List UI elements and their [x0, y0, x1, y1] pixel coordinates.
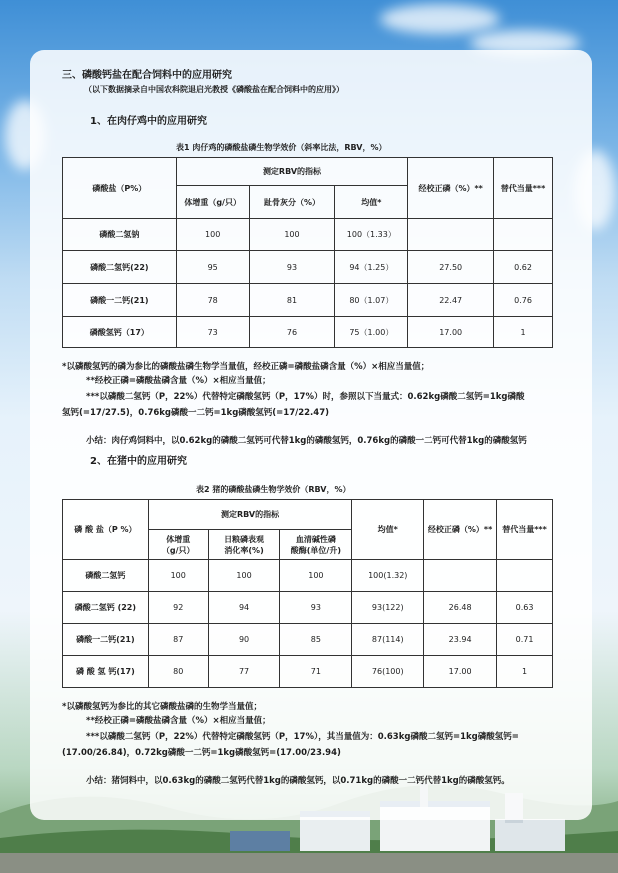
- cell-ash: 93: [249, 251, 335, 284]
- table1-caption: 表1 肉仔鸡的磷酸盐磷生物学效价（斜率比法，RBV，%）: [176, 143, 387, 152]
- cell-name: 磷酸一二钙(21): [63, 284, 177, 317]
- cell-digest: 77: [208, 656, 280, 688]
- cell-serum: 93: [280, 592, 352, 624]
- table-row: [63, 251, 553, 284]
- header-digest-line1: 日粮磷表观: [224, 534, 265, 544]
- table-row: [63, 592, 553, 624]
- pig-heading: 2、在猪中的应用研究: [90, 456, 187, 467]
- header-replacement: 替代当量***: [494, 158, 553, 219]
- header-digest-line2: 消化率(%): [224, 545, 264, 555]
- cell-name: 磷酸一二钙(21): [63, 624, 149, 656]
- header-rbv-group: 测定RBV的指标: [176, 158, 408, 186]
- cell-mean: 94（1.25）: [335, 251, 408, 284]
- cell-corrected: 26.48: [424, 592, 497, 624]
- header-serum: [280, 530, 352, 560]
- header-gain-line1: 体增重: [166, 534, 191, 544]
- pig-summary: 小结：猪饲料中，以0.63kg的磷酸二氢钙代替1kg的磷酸氢钙，以0.71kg的磷酸一二钙代替1kg的磷酸氢钙。: [86, 776, 510, 786]
- table-row: [63, 624, 553, 656]
- cloud-decoration: [380, 4, 500, 34]
- cell-digest: 90: [208, 624, 280, 656]
- table-row: [63, 284, 553, 317]
- cell-replacement: 1: [494, 317, 553, 348]
- header-gain: 体增重（g/只）: [176, 186, 249, 219]
- header-replacement: 替代当量***: [497, 500, 553, 560]
- cell-mean: 80（1.07）: [335, 284, 408, 317]
- table-row: [63, 656, 553, 688]
- cell-corrected: 22.47: [408, 284, 494, 317]
- cell-corrected: [424, 560, 497, 592]
- cell-mean: 100（1.33）: [335, 219, 408, 251]
- header-mean: 均值*: [352, 500, 424, 560]
- cell-name: 磷酸二氢钠: [63, 219, 177, 251]
- header-phosphate: 磷 酸 盐（P %）: [63, 500, 149, 560]
- table2-note: ***以磷酸二氢钙（P，22%）代替特定磷酸氢钙（P，17%），其当量值为：0.63kg磷酸二氢钙=1kg磷酸氢钙=: [86, 732, 519, 742]
- table2: [62, 499, 553, 688]
- cell-mean: 87(114): [352, 624, 424, 656]
- header-gain: [148, 530, 208, 560]
- cell-serum: 85: [280, 624, 352, 656]
- header-gain-line2: （g/只）: [161, 545, 195, 555]
- header-serum-line1: 血清碱性磷: [295, 534, 336, 544]
- table2-note: (17.00/26.84)，0.72kg磷酸一二钙=1kg磷酸氢钙=(17.00/23.94): [62, 748, 341, 758]
- table-row: [63, 560, 553, 592]
- table-row: [63, 317, 553, 348]
- cell-digest: 94: [208, 592, 280, 624]
- cell-corrected: 27.50: [408, 251, 494, 284]
- cell-gain: 95: [176, 251, 249, 284]
- cell-replacement: 1: [497, 656, 553, 688]
- cell-corrected: 17.00: [424, 656, 497, 688]
- header-serum-line2: 酸酶(单位/升): [290, 545, 342, 555]
- cell-gain: 80: [148, 656, 208, 688]
- table1: [62, 157, 553, 348]
- cell-name: 磷酸二氢钙 (22): [63, 592, 149, 624]
- cell-digest: 100: [208, 560, 280, 592]
- table-row: [63, 219, 553, 251]
- cell-ash: 81: [249, 284, 335, 317]
- cell-name: 磷 酸 氢 钙(17): [63, 656, 149, 688]
- cell-ash: 76: [249, 317, 335, 348]
- cell-mean: 75（1.00）: [335, 317, 408, 348]
- table1-note: *以磷酸氢钙的磷为参比的磷酸盐磷生物学当量值，经校正磷=磷酸盐磷含量（%）×相应当量值；: [62, 362, 430, 372]
- broiler-summary: 小结：肉仔鸡饲料中，以0.62kg的磷酸二氢钙可代替1kg的磷酸氢钙，0.76kg的磷酸一二钙可代替1kg的磷酸氢钙: [86, 436, 527, 446]
- table1-note: 氢钙(=17/27.5)，0.76kg磷酸一二钙=1kg磷酸氢钙(=17/22.47): [62, 408, 329, 418]
- cell-replacement: 0.71: [497, 624, 553, 656]
- section-heading: 三、磷酸钙盐在配合饲料中的应用研究: [62, 70, 232, 81]
- table2-note: *以磷酸氢钙为参比的其它磷酸盐磷的生物学当量值；: [62, 702, 262, 712]
- cell-replacement: [497, 560, 553, 592]
- header-tibia-ash: 趾骨灰分（%）: [249, 186, 335, 219]
- cell-corrected: [408, 219, 494, 251]
- header-mean: 均值*: [335, 186, 408, 219]
- cell-gain: 100: [148, 560, 208, 592]
- header-phosphate: 磷酸盐（P%）: [63, 158, 177, 219]
- cell-gain: 92: [148, 592, 208, 624]
- header-rbv-group: 测定RBV的指标: [148, 500, 352, 530]
- cell-gain: 73: [176, 317, 249, 348]
- header-corrected-p: 经校正磷（%）**: [408, 158, 494, 219]
- cell-replacement: [494, 219, 553, 251]
- header-corrected-p: 经校正磷（%）**: [424, 500, 497, 560]
- cell-serum: 71: [280, 656, 352, 688]
- broiler-heading: 1、在肉仔鸡中的应用研究: [90, 116, 207, 127]
- cell-name: 磷酸二氢钙: [63, 560, 149, 592]
- table1-note: **经校正磷=磷酸盐磷含量（%）×相应当量值；: [86, 376, 271, 386]
- source-note: （以下数据摘录自中国农科院退启光教授《磷酸盐在配合饲料中的应用》）: [84, 85, 344, 94]
- cell-corrected: 23.94: [424, 624, 497, 656]
- cell-gain: 78: [176, 284, 249, 317]
- cell-replacement: 0.76: [494, 284, 553, 317]
- cell-name: 磷酸氢钙（17）: [63, 317, 177, 348]
- cell-replacement: 0.62: [494, 251, 553, 284]
- cell-gain: 100: [176, 219, 249, 251]
- cell-mean: 100(1.32): [352, 560, 424, 592]
- cell-gain: 87: [148, 624, 208, 656]
- cell-name: 磷酸二氢钙(22): [63, 251, 177, 284]
- cell-mean: 76(100): [352, 656, 424, 688]
- cell-ash: 100: [249, 219, 335, 251]
- table1-note: ***以磷酸二氢钙（P，22%）代替特定磷酸氢钙（P，17%）时，参照以下当量式：0.62kg磷酸二氢钙=1kg磷酸: [86, 392, 525, 402]
- cell-mean: 93(122): [352, 592, 424, 624]
- table2-note: **经校正磷=磷酸盐磷含量（%）×相应当量值；: [86, 716, 271, 726]
- table2-caption: 表2 猪的磷酸盐磷生物学效价（RBV，%）: [196, 485, 351, 494]
- cell-serum: 100: [280, 560, 352, 592]
- cell-corrected: 17.00: [408, 317, 494, 348]
- cell-replacement: 0.63: [497, 592, 553, 624]
- header-digestibility: [208, 530, 280, 560]
